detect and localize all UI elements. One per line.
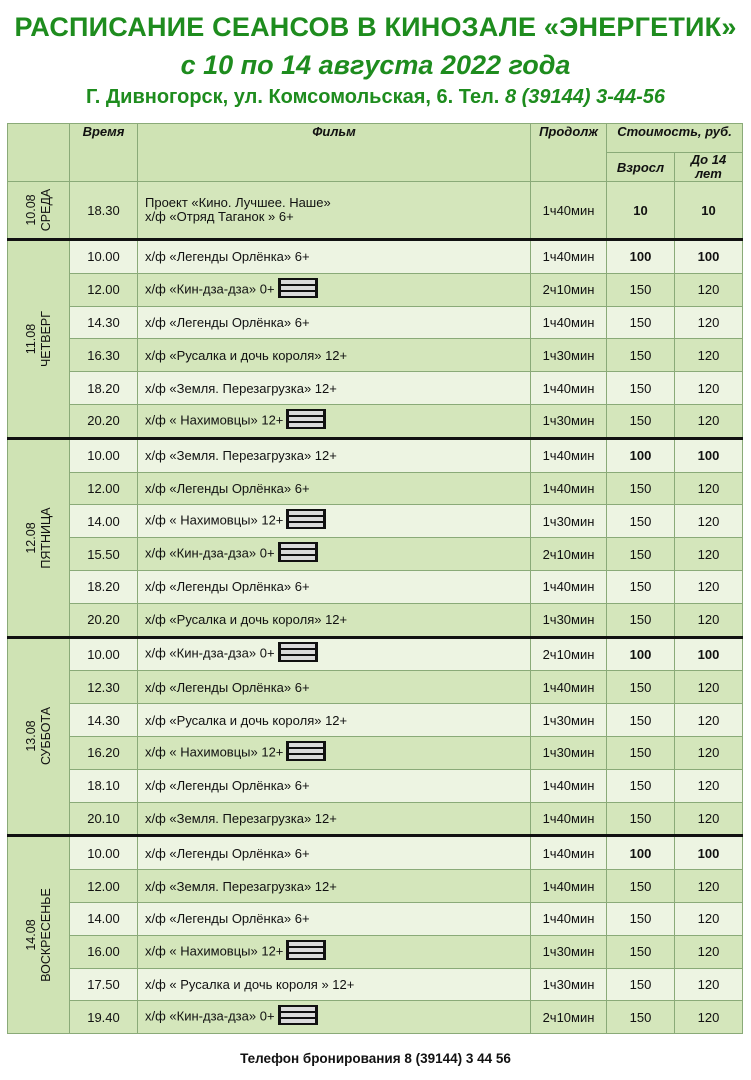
duration: 1ч30мин (531, 968, 607, 1001)
film-title: х/ф « Русалка и дочь короля » 12+ (145, 976, 355, 992)
child-price: 10 (675, 182, 743, 240)
film-title: х/ф «Кин-дза-дза» 0+ (145, 1008, 275, 1024)
day-date: 12.08 (23, 522, 38, 554)
child-price: 120 (675, 339, 743, 372)
day-label-cell (8, 182, 70, 240)
film-cell (138, 273, 531, 306)
day-label-cell (8, 637, 70, 836)
session-time: 10.00 (70, 240, 138, 274)
duration: 1ч30мин (531, 935, 607, 968)
duration: 2ч10мин (531, 1001, 607, 1034)
film-title: х/ф «Легенды Орлёнка» 6+ (145, 845, 310, 861)
film-cell (138, 240, 531, 274)
duration: 1ч40мин (531, 372, 607, 405)
child-header-line2: лет (695, 166, 722, 181)
child-price: 120 (675, 704, 743, 737)
child-price: 120 (675, 306, 743, 339)
film-cell (138, 538, 531, 571)
film-title: х/ф «Земля. Перезагрузка» 12+ (145, 380, 337, 396)
child-price: 120 (675, 1001, 743, 1034)
duration: 1ч40мин (531, 570, 607, 603)
pushkin-card-icon (286, 741, 326, 761)
duration-column-header: Продолж (531, 124, 607, 182)
session-time: 18.30 (70, 182, 138, 240)
duration: 1ч40мин (531, 240, 607, 274)
adult-price: 150 (607, 339, 675, 372)
adult-price-header: Взросл (607, 153, 675, 182)
film-cell (138, 438, 531, 472)
film-cell (138, 339, 531, 372)
film-cell (138, 182, 531, 240)
child-price: 120 (675, 671, 743, 704)
session-time: 12.30 (70, 671, 138, 704)
table-row (8, 769, 743, 802)
pushkin-card-icon (278, 542, 318, 562)
session-time: 10.00 (70, 836, 138, 870)
duration: 1ч40мин (531, 182, 607, 240)
film-title: х/ф « Нахимовцы» 12+ (145, 943, 284, 959)
child-price: 120 (675, 538, 743, 571)
table-row (8, 372, 743, 405)
film-project: Проект «Кино. Лучшее. Наше» (145, 195, 331, 210)
duration: 1ч40мин (531, 671, 607, 704)
session-time: 14.30 (70, 704, 138, 737)
adult-price: 150 (607, 704, 675, 737)
duration: 2ч10мин (531, 538, 607, 571)
film-column-header: Фильм (138, 124, 531, 182)
child-price: 100 (675, 637, 743, 671)
address-text: Г. Дивногорск, ул. Комсомольская, 6. Тел. (85, 86, 500, 108)
session-time: 12.00 (70, 273, 138, 306)
child-header-line1: До 14 (690, 152, 727, 167)
duration: 1ч30мин (531, 339, 607, 372)
session-time: 12.00 (70, 870, 138, 903)
adult-price: 150 (607, 736, 675, 769)
day-weekday: СУББОТА (38, 707, 53, 766)
pushkin-card-icon (278, 1005, 318, 1025)
table-row (8, 306, 743, 339)
day-date: 14.08 (23, 919, 38, 951)
schedule-table (7, 123, 743, 1034)
film-title: х/ф «Кин-дза-дза» 0+ (145, 545, 275, 561)
adult-price: 150 (607, 968, 675, 1001)
film-title: х/ф « Нахимовцы» 12+ (145, 412, 284, 428)
session-time: 19.40 (70, 1001, 138, 1034)
child-price: 120 (675, 372, 743, 405)
day-column-header (8, 124, 70, 182)
pushkin-card-icon (278, 642, 318, 662)
adult-price: 150 (607, 870, 675, 903)
film-title: х/ф «Кин-дза-дза» 0+ (145, 281, 275, 297)
pushkin-card-icon (278, 278, 318, 298)
film-title: х/ф «Легенды Орлёнка» 6+ (145, 480, 310, 496)
adult-price: 100 (607, 836, 675, 870)
child-price: 120 (675, 472, 743, 505)
table-row (8, 273, 743, 306)
adult-price: 150 (607, 769, 675, 802)
adult-price: 150 (607, 935, 675, 968)
session-time: 12.00 (70, 472, 138, 505)
adult-price: 150 (607, 671, 675, 704)
film-title: х/ф « Нахимовцы» 12+ (145, 744, 284, 760)
schedule-body (8, 182, 743, 1034)
session-time: 18.20 (70, 570, 138, 603)
adult-price: 100 (607, 240, 675, 274)
day-date: 11.08 (23, 323, 38, 355)
table-row (8, 603, 743, 637)
film-title: х/ф «Земля. Перезагрузка» 12+ (145, 810, 337, 826)
film-title: х/ф « Нахимовцы» 12+ (145, 512, 284, 528)
address-line (0, 86, 751, 109)
film-title: х/ф «Легенды Орлёнка» 6+ (145, 679, 310, 695)
table-row (8, 802, 743, 836)
session-time: 10.00 (70, 637, 138, 671)
child-price: 120 (675, 404, 743, 438)
session-time: 14.00 (70, 902, 138, 935)
session-time: 20.20 (70, 603, 138, 637)
film-cell (138, 570, 531, 603)
day-date: 10.08 (23, 194, 38, 226)
film-cell (138, 935, 531, 968)
adult-price: 150 (607, 538, 675, 571)
film-title: х/ф «Русалка и дочь короля» 12+ (145, 712, 348, 728)
table-row (8, 836, 743, 870)
session-time: 20.20 (70, 404, 138, 438)
duration: 1ч40мин (531, 870, 607, 903)
film-title: х/ф «Отряд Таганок » 6+ (145, 209, 294, 224)
film-cell (138, 802, 531, 836)
session-time: 16.00 (70, 935, 138, 968)
table-row (8, 671, 743, 704)
film-cell (138, 968, 531, 1001)
child-price: 120 (675, 802, 743, 836)
film-cell (138, 671, 531, 704)
table-row (8, 182, 743, 240)
day-label (24, 707, 54, 765)
film-title: х/ф «Земля. Перезагрузка» 12+ (145, 448, 337, 464)
table-row (8, 902, 743, 935)
session-time: 10.00 (70, 438, 138, 472)
day-weekday: ПЯТНИЦА (38, 507, 53, 569)
film-cell (138, 603, 531, 637)
table-row (8, 538, 743, 571)
adult-price: 150 (607, 902, 675, 935)
duration: 1ч40мин (531, 836, 607, 870)
table-row (8, 505, 743, 538)
table-row (8, 570, 743, 603)
film-cell (138, 404, 531, 438)
day-date: 13.08 (23, 720, 38, 753)
child-price: 100 (675, 438, 743, 472)
adult-price: 150 (607, 372, 675, 405)
session-time: 16.20 (70, 736, 138, 769)
child-price: 120 (675, 505, 743, 538)
day-weekday: ВОСКРЕСЕНЬЕ (38, 888, 53, 983)
duration: 1ч40мин (531, 472, 607, 505)
adult-price: 150 (607, 603, 675, 637)
session-time: 14.00 (70, 505, 138, 538)
child-price: 120 (675, 570, 743, 603)
table-row (8, 935, 743, 968)
duration: 1ч30мин (531, 404, 607, 438)
film-cell (138, 372, 531, 405)
child-price: 120 (675, 603, 743, 637)
child-price: 100 (675, 240, 743, 274)
adult-price: 150 (607, 1001, 675, 1034)
time-column-header: Время (70, 124, 138, 182)
session-time: 14.30 (70, 306, 138, 339)
session-time: 18.10 (70, 769, 138, 802)
table-row (8, 968, 743, 1001)
child-price-header (675, 153, 743, 182)
table-row (8, 704, 743, 737)
adult-price: 100 (607, 438, 675, 472)
session-time: 16.30 (70, 339, 138, 372)
film-title: х/ф «Кин-дза-дза» 0+ (145, 645, 275, 661)
phone-number[interactable]: 8 (39144) 3-44-56 (504, 86, 666, 108)
duration: 1ч40мин (531, 769, 607, 802)
duration: 1ч30мин (531, 736, 607, 769)
film-title: х/ф «Земля. Перезагрузка» 12+ (145, 878, 337, 894)
table-row (8, 736, 743, 769)
duration: 1ч30мин (531, 704, 607, 737)
adult-price: 150 (607, 505, 675, 538)
child-price: 120 (675, 736, 743, 769)
child-price: 120 (675, 769, 743, 802)
film-title: х/ф «Легенды Орлёнка» 6+ (145, 778, 310, 794)
child-price: 120 (675, 902, 743, 935)
table-row (8, 637, 743, 671)
film-title: х/ф «Легенды Орлёнка» 6+ (145, 249, 310, 265)
pushkin-card-icon (286, 940, 326, 960)
film-cell (138, 736, 531, 769)
table-row (8, 339, 743, 372)
film-cell (138, 902, 531, 935)
adult-price: 150 (607, 570, 675, 603)
day-label (24, 507, 54, 568)
film-title: х/ф «Русалка и дочь короля» 12+ (145, 347, 348, 363)
adult-price: 100 (607, 637, 675, 671)
duration: 2ч10мин (531, 273, 607, 306)
table-row (8, 1001, 743, 1034)
adult-price: 10 (607, 182, 675, 240)
child-price: 120 (675, 870, 743, 903)
film-cell (138, 472, 531, 505)
page-title: РАСПИСАНИЕ СЕАНСОВ В КИНОЗАЛЕ «ЭНЕРГЕТИК» (14, 12, 737, 42)
film-cell (138, 637, 531, 671)
child-price: 100 (675, 836, 743, 870)
duration: 1ч40мин (531, 902, 607, 935)
duration: 1ч40мин (531, 802, 607, 836)
child-price: 120 (675, 935, 743, 968)
film-title: х/ф «Русалка и дочь короля» 12+ (145, 612, 348, 628)
day-label (24, 189, 54, 232)
session-time: 17.50 (70, 968, 138, 1001)
day-label (24, 311, 54, 367)
duration: 1ч40мин (531, 306, 607, 339)
film-cell (138, 870, 531, 903)
day-weekday: ЧЕТВЕРГ (38, 310, 53, 367)
day-label (24, 888, 54, 982)
duration: 1ч30мин (531, 603, 607, 637)
session-time: 18.20 (70, 372, 138, 405)
adult-price: 150 (607, 802, 675, 836)
film-cell (138, 306, 531, 339)
table-row (8, 870, 743, 903)
day-label-cell (8, 240, 70, 439)
pushkin-card-icon (286, 409, 326, 429)
adult-price: 150 (607, 306, 675, 339)
child-price: 120 (675, 273, 743, 306)
duration: 1ч40мин (531, 438, 607, 472)
film-cell (138, 704, 531, 737)
table-row (8, 472, 743, 505)
day-weekday: СРЕДА (38, 188, 53, 232)
day-label-cell (8, 438, 70, 637)
adult-price: 150 (607, 404, 675, 438)
adult-price: 150 (607, 273, 675, 306)
session-time: 15.50 (70, 538, 138, 571)
film-cell (138, 505, 531, 538)
table-row (8, 438, 743, 472)
booking-phone: Телефон бронирования 8 (39144) 3 44 56 (240, 1051, 511, 1066)
date-range: с 10 по 14 августа 2022 года (180, 50, 571, 80)
adult-price: 150 (607, 472, 675, 505)
film-cell (138, 1001, 531, 1034)
table-row (8, 240, 743, 274)
duration: 1ч30мин (531, 505, 607, 538)
film-cell (138, 836, 531, 870)
pushkin-card-icon (286, 509, 326, 529)
session-time: 20.10 (70, 802, 138, 836)
table-row (8, 404, 743, 438)
film-title: х/ф «Легенды Орлёнка» 6+ (145, 314, 310, 330)
day-label-cell (8, 836, 70, 1034)
film-title: х/ф «Легенды Орлёнка» 6+ (145, 579, 310, 595)
duration: 2ч10мин (531, 637, 607, 671)
cost-column-header: Стоимость, руб. (607, 124, 743, 153)
child-price: 120 (675, 968, 743, 1001)
film-title: х/ф «Легенды Орлёнка» 6+ (145, 911, 310, 927)
film-cell (138, 769, 531, 802)
